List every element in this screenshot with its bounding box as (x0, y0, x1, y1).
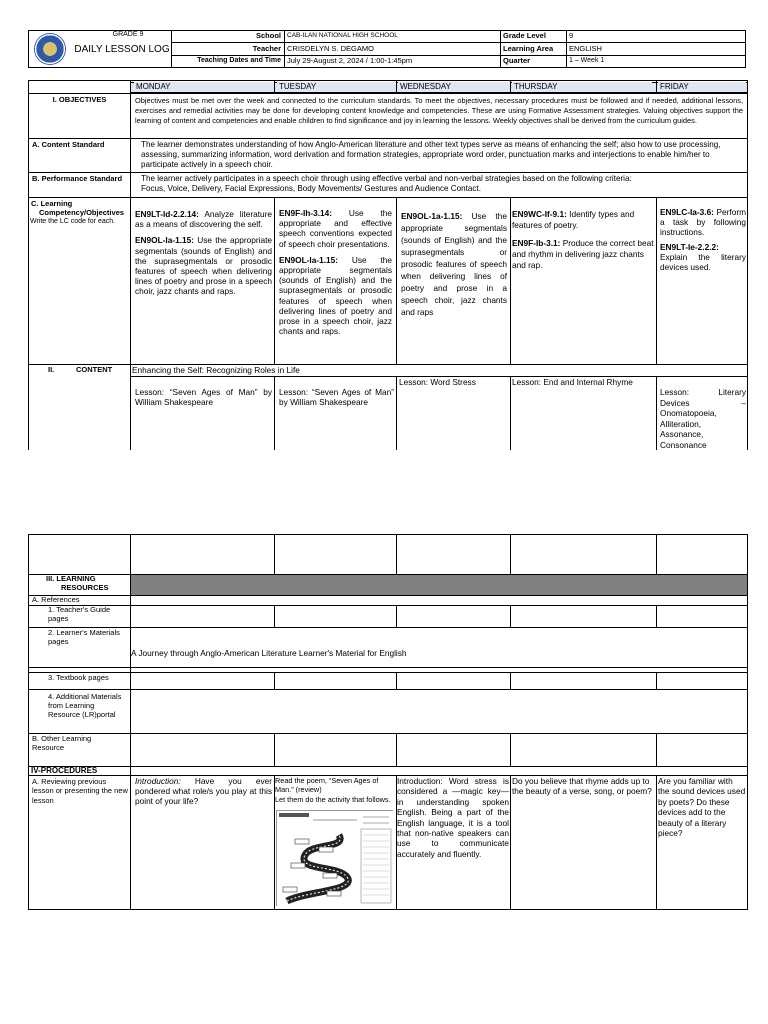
header-block (28, 30, 746, 68)
competency-thursday-text2: Produce the correct beat and rhythm in delivering jazz chants and rap. (512, 238, 654, 270)
resources-label-line1: III. LEARNING (46, 574, 96, 583)
competency-wednesday (401, 210, 507, 364)
competency-friday (660, 207, 746, 364)
competency-tuesday-text2: Use the appropriate segmentals (sounds of English) and the suprasegmentals or prosodic features of speech when delivering lines of poetry and prose in a speech choir, jazz chants and raps. (279, 254, 392, 337)
dates-label: Teaching Dates and Time (197, 57, 281, 64)
learners-materials-label: 2. Learner's Materials pages (48, 628, 120, 646)
quarter-value: 1 – Week 1 (569, 57, 605, 64)
references-label: A. References (32, 595, 80, 604)
competency-label-line2: Competency/Objectives (39, 208, 125, 217)
procedure-a-monday-intro: Introduction: (135, 776, 181, 786)
procedure-a-label: A. Reviewing previous lesson or presenting the new lesson (32, 777, 128, 805)
quarter-label: Quarter (503, 56, 531, 65)
day-header-friday: FRIDAY (658, 82, 746, 92)
lesson-table-page1 (28, 80, 748, 450)
procedure-a-friday: Are you familiar with the sound devices used by poets? Do these devices add to the beauty of a literary piece? (658, 776, 746, 839)
teacher-value: CRISDELYN S. DEGAMO (287, 44, 374, 53)
competency-monday-text2: Use the appropriate segmentals (sounds of English) and the suprasegmentals or prosodic features of speech when delivering lines of poetry and prose in a speech choir, jazz chants and raps. (135, 235, 272, 297)
procedure-a-tuesday-text1: Read the poem, “Seven Ages of Man.” (review) (275, 776, 379, 795)
competency-wednesday-text1: Use the appropriate segmentals (sounds of English) and the suprasegmentals or prosodic features of speech when delivering lines of poetry and prose in a speech choir, jazz chants and raps (401, 211, 507, 317)
content-thursday: Lesson: End and Internal Rhyme (512, 377, 633, 387)
competency-tuesday (279, 208, 392, 364)
additional-materials-label: 4. Additional Materials from Learning Resource (LR)portal (48, 692, 122, 719)
procedure-a-monday-text: Have you ever pondered what role/s you play at this point of your life? (135, 776, 272, 806)
other-resources-label: B. Other Learning Resource (32, 734, 92, 752)
procedure-a-tuesday (275, 776, 395, 909)
deped-seal-logo (34, 33, 66, 65)
grade-level-value: 9 (569, 31, 574, 40)
procedures-label: IV-PROCEDURES (31, 766, 98, 775)
competency-tuesday-text1: Use the appropriate and effective speech conventions expected of speech choir presentations. (279, 208, 392, 249)
teachers-guide-label: 1. Teacher's Guide pages (48, 605, 111, 623)
teacher-label: Teacher (252, 44, 281, 53)
resources-label-line2: RESOURCES (61, 583, 109, 592)
competency-tuesday-code2: EN9OL-Ia-1.15: (279, 254, 339, 265)
lesson-table-page2 (28, 534, 748, 910)
performance-standard-label: B. Performance Standard (32, 174, 123, 183)
competency-monday-text1: Analyze literature as a means of discovering the self. (135, 209, 272, 230)
content-standard-label: A. Content Standard (32, 140, 105, 149)
day-header-monday: MONDAY (134, 82, 274, 92)
winding-road-illustration (277, 811, 394, 907)
competency-thursday-code2: EN9F-Ib-3.1: (512, 238, 561, 248)
procedure-a-tuesday-text2: Let them do the activity that follows. (275, 795, 391, 805)
textbook-label: 3. Textbook pages (48, 673, 109, 682)
competency-friday-text2: Explain the literary devices used. (660, 252, 746, 272)
procedure-a-thursday: Do you believe that rhyme adds up to the beauty of a verse, song, or poem? (512, 776, 652, 797)
content-wednesday: Lesson: Word Stress (399, 377, 476, 387)
content-tuesday: Lesson: “Seven Ages of Man” by William Shakespeare (279, 387, 394, 407)
learners-materials-value: A Journey through Anglo-American Literature Learner's Material for English (131, 648, 407, 658)
learning-area-value: ENGLISH (569, 44, 602, 53)
grade-label: GRADE 9 (112, 31, 144, 38)
competency-tuesday-code1: EN9F-Ih-3.14: (279, 208, 333, 218)
competency-monday (135, 209, 272, 364)
resources-label (34, 574, 130, 595)
competency-label-line1: C. Learning (31, 199, 73, 208)
objectives-label: I. OBJECTIVES (52, 95, 107, 104)
objectives-text: Objectives must be met over the week and connected to the curriculum standards. To meet the objectives, necessary procedures must be followed and if needed, additional lessons, exercises and remedial activities may be done for developing content knowledge and competencies. These are using Formative Assessment strategies. Valuing objectives support the learning of content and competencies and enable children to find significance and joy in learning the lessons. Weekly objectives shall be derived from the curriculum guides. (135, 96, 743, 126)
log-title: DAILY LESSON LOG (74, 44, 170, 55)
procedure-a-wednesday: Introduction: Word stress is considered a —magic key— in understanding spoken English. Being a part of the English language, it is a tool that non-native speakers can use to communicate accurately and fluently. (397, 776, 509, 859)
school-value: CAB-ILAN NATIONAL HIGH SCHOOL (287, 32, 398, 39)
content-label: CONTENT (76, 365, 113, 374)
competency-thursday (512, 209, 654, 364)
performance-standard-text: The learner actively participates in a speech choir through using effective verbal and non-verbal strategies based on the following criteria: Focus, Voice, Delivery, Facial Expressions, Body Movements/ Gestures and Audience Contact. (141, 174, 632, 193)
learning-area-label: Learning Area (503, 44, 554, 53)
competency-thursday-code1: EN9WC-If-9.1: (512, 209, 567, 219)
competency-friday-text1: Perform a task by following instructions. (660, 207, 746, 237)
day-header-tuesday: TUESDAY (277, 82, 397, 92)
dates-value: July 29-August 2, 2024 / 1:00-1:45pm (287, 56, 413, 65)
competency-monday-code1: EN9LT-Id-2.2.14: (135, 209, 199, 219)
day-header-wednesday: WEDNESDAY (398, 82, 510, 92)
school-label: School (255, 31, 281, 40)
day-header-thursday: THURSDAY (512, 82, 652, 92)
competency-label (29, 199, 130, 239)
competency-thursday-text1: Identify types and features of poetry. (512, 209, 635, 230)
grade-level-label: Grade Level (503, 31, 546, 40)
content-friday: Lesson: Literary Devices – Onomatopoeia, Alliteration, Assonance, Consonance (660, 387, 746, 450)
competency-friday-code2: EN9LT-Ie-2.2.2: (660, 242, 719, 252)
content-monday: Lesson: “Seven Ages of Man” by William Shakespeare (135, 387, 272, 407)
competency-monday-code2: EN9OL-Ia-1.15: (135, 235, 195, 246)
content-label-num: II. (48, 365, 55, 374)
procedure-a-monday (135, 776, 272, 806)
content-theme: Enhancing the Self: Recognizing Roles in Life (132, 365, 300, 375)
content-standard-text: The learner demonstrates understanding of how Anglo-American literature and other text types serve as means of enhancing the self; also how to use processing, assessing, summarizing information, word derivation and formation strategies, appropriate word order, punctuation marks and interjections to enable him/her to participate actively in a speech choir. (141, 140, 721, 169)
competency-friday-code1: EN9LC-Ia-3.6: (660, 207, 714, 217)
competency-label-line3: Write the LC code for each. (30, 218, 116, 225)
competency-wednesday-code1: EN9OL-1a-1.15: (401, 211, 463, 221)
activity-worksheet-image (276, 810, 393, 906)
